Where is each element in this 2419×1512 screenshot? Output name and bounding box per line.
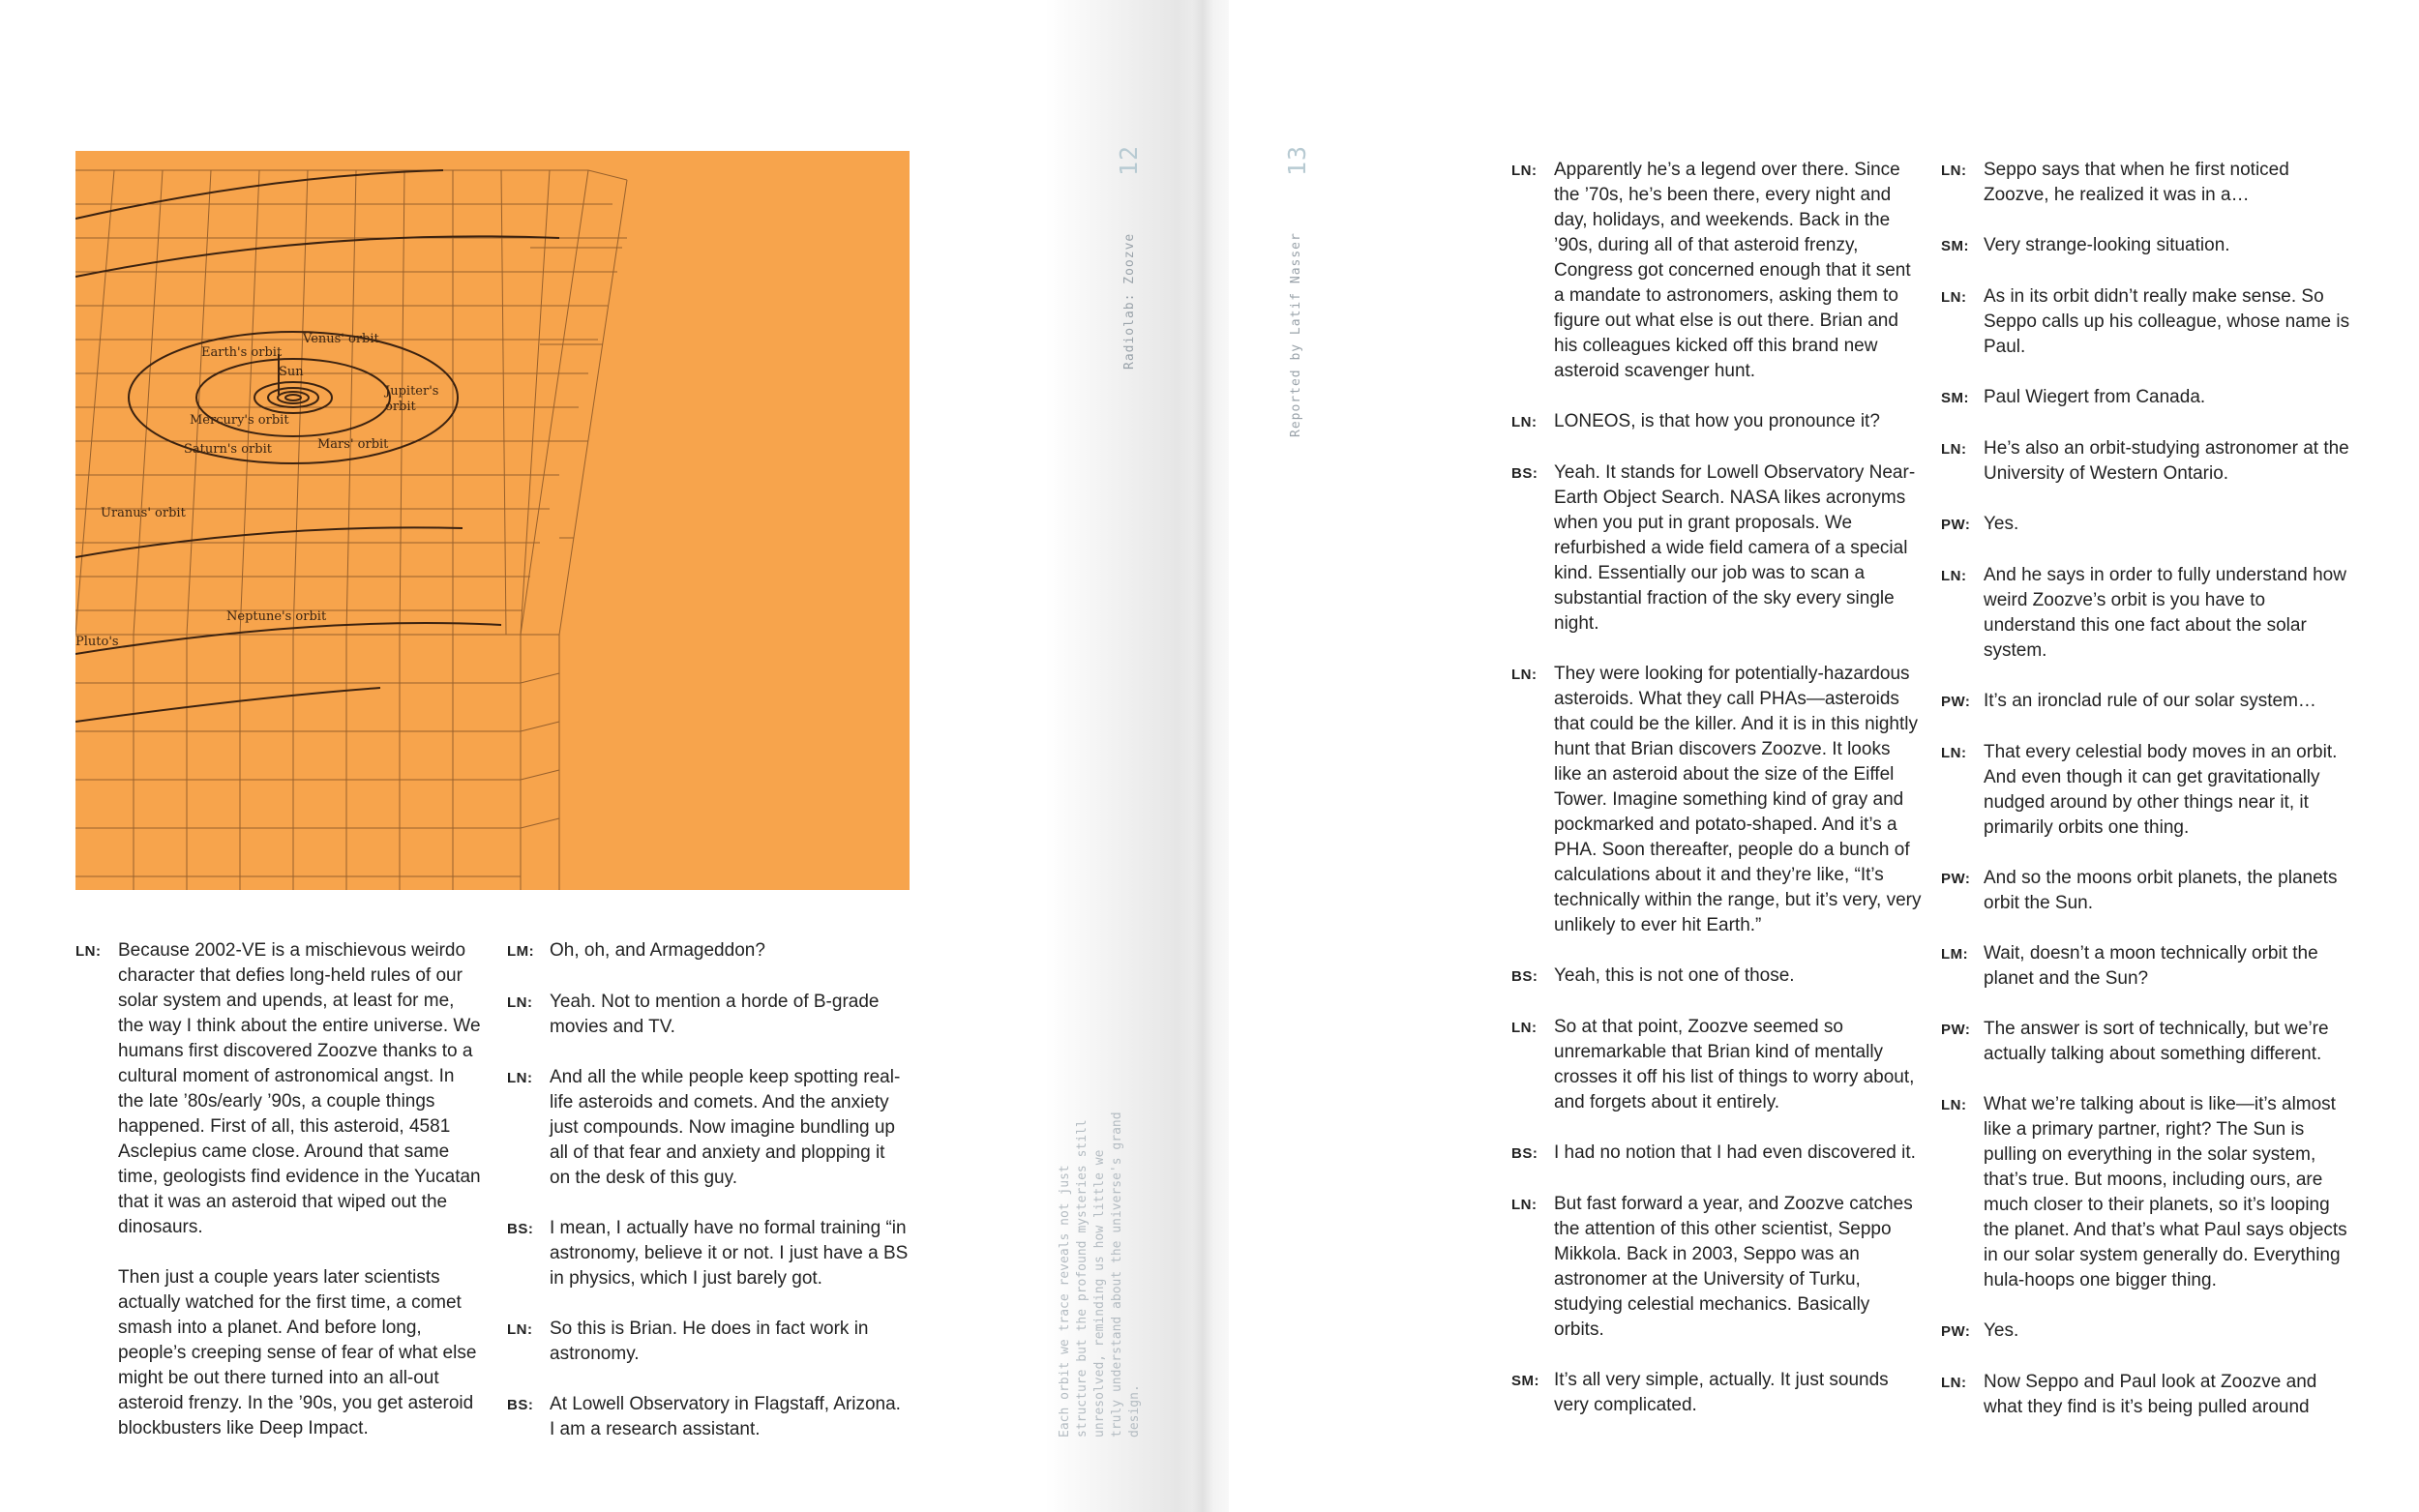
speaker-tag: PW: xyxy=(1941,1323,1971,1340)
dialogue-entry xyxy=(1941,385,2351,411)
left-page-column-1 xyxy=(75,938,482,1467)
dialogue-text: It’s all very simple, actually. It just sounds very complicated. xyxy=(1554,1370,1889,1415)
dialogue-text: Very strange-looking situation. xyxy=(1984,235,2230,255)
dialogue-entry xyxy=(1511,409,1922,435)
label-jupiter-orbit-1: Jupiter's xyxy=(385,384,439,399)
dialogue-text: I mean, I actually have no formal training “in astronomy, believe it or not. I just have a BS in physics, which I just barely got. xyxy=(550,1218,909,1289)
dialogue-entry xyxy=(507,938,910,964)
right-page-column-1 xyxy=(1511,158,1922,1443)
dialogue-entry xyxy=(1941,1370,2351,1420)
dialogue-entry xyxy=(75,938,482,1240)
label-mars-orbit: Mars' orbit xyxy=(317,437,389,452)
dialogue-text: So at that point, Zoozve seemed so unremarkable that Brian kind of mentally crosses it off his list of things to worry about, and forgets about it entirely. xyxy=(1554,1017,1915,1112)
gutter-shadow xyxy=(1192,0,1213,1512)
speaker-tag: LM: xyxy=(507,943,535,960)
label-pluto-orbit: Pluto's xyxy=(75,635,119,649)
speaker-tag: SM: xyxy=(1941,390,1969,406)
speaker-tag: BS: xyxy=(1511,968,1538,985)
speaker-tag: LM: xyxy=(1941,946,1969,963)
dialogue-text: It’s an ironclad rule of our solar system… xyxy=(1984,691,2316,711)
dialogue-text: He’s also an orbit-studying astronomer at the University of Western Ontario. xyxy=(1984,438,2349,484)
dialogue-text: And he says in order to fully understand how weird Zoozve’s orbit is you have to understand this one fact about the solar system. xyxy=(1984,565,2346,661)
dialogue-entry xyxy=(1511,460,1922,637)
label-neptune-orbit: Neptune's orbit xyxy=(226,609,327,624)
dialogue-entry xyxy=(1941,1092,2351,1293)
margin-sidenote: Each orbit we trace reveals not just structure but the profound mysteries still unresolved, reminding us how little we truly understand about the universe's grand design. xyxy=(1058,1112,1142,1438)
dialogue-text: Yeah, this is not one of those. xyxy=(1554,965,1795,986)
dialogue-text: As in its orbit didn’t really make sense. So Seppo calls up his colleague, whose name is Paul. xyxy=(1984,286,2350,357)
speaker-tag: LN: xyxy=(507,1321,533,1338)
dialogue-text: Because 2002-VE is a mischievous weirdo character that defies long-held rules of our solar system and upends, at least for me, the way I think about the entire universe. We humans first discovered Zoozve thanks to a cultural moment of astronomical angst. In the late ’80s/early ’90s, a couple things happened. First of all, this asteroid, 4581 Asclepius came close. Around that same time, geologists find evidence in the Yucatan that it was an asteroid that wiped out the dinosaurs. xyxy=(118,940,481,1237)
dialogue-text: Yes. xyxy=(1984,1320,2019,1341)
dialogue-text: That every celestial body moves in an orbit. And even though it can get gravitationally nudged around by other things near it, it primarily orbits one thing. xyxy=(1984,742,2338,838)
speaker-tag: LN: xyxy=(1941,745,1967,761)
body-paragraph: Then just a couple years later scientists actually watched for the first time, a comet smash into a planet. And before long, people’s creeping sense of fear of what else might be out there turned into an all-out asteroid frenzy. In the ’90s, you get asteroid blockbusters like Deep Impact. xyxy=(118,1267,477,1438)
dialogue-text: Yeah. It stands for Lowell Observatory Near-Earth Object Search. NASA likes acronyms when you put in grant proposals. We refurbished a wide field camera of a special kind. Essentially our job was to scan a substantial fraction of the sky every single night. xyxy=(1554,462,1916,634)
speaker-tag: PW: xyxy=(1941,1022,1971,1038)
orbit-labels xyxy=(75,332,438,649)
dialogue-text: Now Seppo and Paul look at Zoozve and what they find is it’s being pulled around xyxy=(1984,1372,2317,1417)
dialogue-entry xyxy=(507,1065,910,1191)
dialogue-entry xyxy=(1941,740,2351,841)
dialogue-text: Wait, doesn’t a moon technically orbit the planet and the Sun? xyxy=(1984,943,2318,989)
speaker-tag: LN: xyxy=(75,943,102,960)
dialogue-entry xyxy=(1941,941,2351,992)
running-head-left: Radiolab: Zoozve xyxy=(1122,232,1137,370)
left-page-column-2 xyxy=(507,938,910,1468)
speaker-tag: LN: xyxy=(1941,1375,1967,1391)
dialogue-entry xyxy=(1511,1015,1922,1115)
label-uranus-orbit: Uranus' orbit xyxy=(101,506,186,520)
diagram-grid xyxy=(75,170,627,890)
dialogue-text: And so the moons orbit planets, the planets orbit the Sun. xyxy=(1984,868,2338,913)
page-number-left: 12 xyxy=(1115,144,1143,176)
dialogue-text: They were looking for potentially-hazardous asteroids. What they call PHAs—asteroids that could be the killer. And it is in this nightly hunt that Brian discovers Zoozve. It looks like an asteroid about the size of the Eiffel Tower. Imagine something kind of gray and pockmarked and potato-shaped. And it’s a PHA. Soon thereafter, people do a bunch of calculations about it and they’re like, “It’s technically within the range, but it’s very, very unlikely to ever hit Earth.” xyxy=(1554,664,1922,935)
dialogue-entry xyxy=(1511,1368,1922,1418)
page-number-right: 13 xyxy=(1283,144,1311,176)
dialogue-text: Seppo says that when he first noticed Zoozve, he realized it was in a… xyxy=(1984,160,2289,205)
speaker-tag: LN: xyxy=(1941,1097,1967,1113)
label-sun: Sun xyxy=(279,365,304,379)
dialogue-text: Yeah. Not to mention a horde of B-grade movies and TV. xyxy=(550,992,880,1037)
speaker-tag: SM: xyxy=(1511,1373,1539,1389)
dialogue-entry xyxy=(1511,158,1922,384)
speaker-tag: SM: xyxy=(1941,238,1969,254)
speaker-tag: BS: xyxy=(507,1221,534,1237)
dialogue-entry xyxy=(1941,233,2351,259)
dialogue-entry xyxy=(1941,866,2351,916)
dialogue-entry xyxy=(507,1392,910,1442)
dialogue-entry xyxy=(1941,1017,2351,1067)
dialogue-text: But fast forward a year, and Zoozve catches the attention of this other scientist, Seppo Mikkola. Back in 2003, Seppo was an astronomer at the University of Turku, studying celestial mechanics. Basically orbits. xyxy=(1554,1194,1913,1340)
dialogue-entry xyxy=(507,1216,910,1291)
speaker-tag: PW: xyxy=(1941,871,1971,887)
dialogue-entry xyxy=(1941,436,2351,487)
dialogue-text: Yes. xyxy=(1984,514,2019,534)
speaker-tag: LN: xyxy=(1941,441,1967,458)
dialogue-text: So this is Brian. He does in fact work in astronomy. xyxy=(550,1319,869,1364)
dialogue-entry xyxy=(1511,1192,1922,1343)
dialogue-text: The answer is sort of technically, but we’re actually talking about something different. xyxy=(1984,1019,2329,1064)
dialogue-text: And all the while people keep spotting real-life asteroids and comets. And the anxiety just compounds. Now imagine bundling up all of that fear and anxiety and plopping it on the desk of this guy. xyxy=(550,1067,901,1188)
label-saturn-orbit: Saturn's orbit xyxy=(184,442,272,457)
dialogue-entry xyxy=(1511,1141,1922,1167)
speaker-tag: LN: xyxy=(1941,289,1967,306)
solar-system-diagram xyxy=(75,151,910,890)
dialogue-text: At Lowell Observatory in Flagstaff, Arizona. I am a research assistant. xyxy=(550,1394,901,1439)
dialogue-entry xyxy=(1511,662,1922,938)
dialogue-entry xyxy=(1941,1319,2351,1345)
dialogue-entry xyxy=(1511,964,1922,990)
speaker-tag: BS: xyxy=(1511,465,1538,482)
speaker-tag: PW: xyxy=(1941,517,1971,533)
speaker-tag: LN: xyxy=(507,994,533,1011)
speaker-tag: LN: xyxy=(1511,667,1538,683)
speaker-tag: LN: xyxy=(1511,1020,1538,1036)
dialogue-entry xyxy=(1941,158,2351,208)
dialogue-entry xyxy=(507,990,910,1040)
dialogue-text: Apparently he’s a legend over there. Since the ’70s, he’s been there, every night and day, holidays, and weekends. Back in the ’90s, during all of that asteroid frenzy, Congress got concerned enough that it sent a mandate to astronomers, asking them to figure out what else is out there. Brian and his colleagues kicked off this brand new asteroid scavenger hunt. xyxy=(1554,160,1911,381)
speaker-tag: LN: xyxy=(1511,1197,1538,1213)
speaker-tag: LN: xyxy=(1511,163,1538,179)
dialogue-entry xyxy=(507,1317,910,1367)
speaker-tag: PW: xyxy=(1941,694,1971,710)
dialogue-text: LONEOS, is that how you pronounce it? xyxy=(1554,411,1880,431)
label-venus-orbit: Venus' orbit xyxy=(303,332,379,346)
dialogue-entry xyxy=(1941,284,2351,360)
dialogue-text: Oh, oh, and Armageddon? xyxy=(550,940,765,961)
speaker-tag: LN: xyxy=(1941,163,1967,179)
running-head-right: Reported by Latif Nasser xyxy=(1289,232,1303,437)
label-jupiter-orbit-2: orbit xyxy=(385,400,416,414)
dialogue-text: What we’re talking about is like—it’s almost like a primary partner, right? The Sun is pulling on everything in the solar system, that’s true. But moons, including ours, are much closer to their planets, so it’s looping the planet. And that’s what Paul says objects in our solar system generally do. Everything hula-hoops one bigger thing. xyxy=(1984,1094,2347,1290)
label-earth-orbit: Earth's orbit xyxy=(201,345,283,360)
speaker-tag: BS: xyxy=(507,1397,534,1413)
label-mercury-orbit: Mercury's orbit xyxy=(190,413,289,428)
dialogue-entry xyxy=(1941,689,2351,715)
dialogue-text: Paul Wiegert from Canada. xyxy=(1984,387,2206,407)
dialogue-text: I had no notion that I had even discovered it. xyxy=(1554,1142,1916,1163)
dialogue-entry xyxy=(1941,512,2351,538)
dialogue-entry xyxy=(1941,563,2351,664)
right-page-column-2 xyxy=(1941,158,2351,1445)
speaker-tag: LN: xyxy=(1511,414,1538,430)
solar-system-svg xyxy=(75,151,910,890)
speaker-tag: LN: xyxy=(507,1070,533,1086)
speaker-tag: BS: xyxy=(1511,1145,1538,1162)
speaker-tag: LN: xyxy=(1941,568,1967,584)
